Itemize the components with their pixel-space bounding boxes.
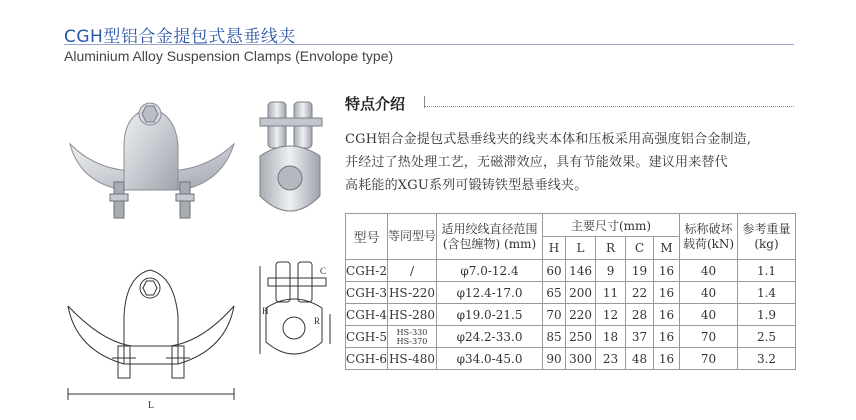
- cell-L: 200: [566, 282, 596, 304]
- table-row: [346, 304, 796, 326]
- header-weight: [738, 214, 796, 260]
- cell-weight: 1.1: [738, 260, 796, 282]
- header-dim-C: C: [626, 237, 654, 260]
- cell-model: CGH-3: [346, 282, 388, 304]
- cell-M: 16: [654, 326, 680, 348]
- spec-table: [345, 213, 796, 370]
- cell-range: φ34.0-45.0: [437, 348, 543, 370]
- cell-weight: 2.5: [738, 326, 796, 348]
- header-dim-R: R: [596, 237, 626, 260]
- side-view-drawing: [256, 254, 338, 374]
- clamp-front-photo: [62, 86, 240, 236]
- cell-H: 70: [543, 304, 566, 326]
- header-range: [437, 214, 543, 260]
- cell-model: CGH-2: [346, 260, 388, 282]
- header-weight-line-2: (kg): [754, 236, 779, 251]
- header-dimensions: 主要尺寸(mm): [543, 214, 680, 237]
- table-row: [346, 348, 796, 370]
- cell-equivalent: HS-480: [388, 348, 437, 370]
- table-row: [346, 260, 796, 282]
- cell-load: 70: [680, 326, 738, 348]
- header-rule: [64, 44, 794, 45]
- cell-equivalent-line-1: HS-330: [396, 327, 428, 337]
- cell-C: 22: [626, 282, 654, 304]
- cell-model: CGH-4: [346, 304, 388, 326]
- cell-range: φ12.4-17.0: [437, 282, 543, 304]
- cell-R: 18: [596, 326, 626, 348]
- header-weight-line-1: 参考重量: [742, 221, 791, 236]
- dim-C-label: C: [320, 266, 327, 276]
- cell-M: 16: [654, 260, 680, 282]
- cell-M: 16: [654, 304, 680, 326]
- table-row: [346, 282, 796, 304]
- section-title: 特点介绍: [345, 95, 406, 113]
- cell-R: 11: [596, 282, 626, 304]
- cell-model: CGH-6: [346, 348, 388, 370]
- header-dim-H: H: [543, 237, 566, 260]
- header-load: [680, 214, 738, 260]
- front-view-drawing: [62, 254, 240, 410]
- cell-load: 40: [680, 304, 738, 326]
- cell-model: CGH-5: [346, 326, 388, 348]
- cell-L: 250: [566, 326, 596, 348]
- header-load-line-2: 载荷(kN): [682, 236, 735, 251]
- cell-R: 23: [596, 348, 626, 370]
- cell-equivalent: /: [388, 260, 437, 282]
- cell-M: 16: [654, 348, 680, 370]
- section-rule: [424, 106, 794, 107]
- cell-L: 300: [566, 348, 596, 370]
- cell-weight: 1.4: [738, 282, 796, 304]
- cell-equivalent-line-2: HS-370: [396, 336, 428, 346]
- description-line-2: 并经过了热处理工艺，无磁滞效应，具有节能效果。建议用来替代: [345, 155, 728, 170]
- header-title: CGH型铝合金提包式悬垂线夹: [64, 27, 296, 47]
- cell-weight: 3.2: [738, 348, 796, 370]
- cell-H: 60: [543, 260, 566, 282]
- header-model: 型号: [346, 214, 388, 260]
- dim-L-label: L: [148, 400, 155, 410]
- clamp-side-photo: [250, 96, 330, 236]
- header-dim-M: M: [654, 237, 680, 260]
- cell-load: 40: [680, 260, 738, 282]
- cell-C: 28: [626, 304, 654, 326]
- table-row: [346, 326, 796, 348]
- cell-equivalent: [388, 326, 437, 348]
- cell-L: 220: [566, 304, 596, 326]
- header-subtitle: Aluminium Alloy Suspension Clamps (Envolope type): [64, 48, 394, 64]
- header-dim-L: L: [566, 237, 596, 260]
- cell-M: 16: [654, 282, 680, 304]
- cell-H: 65: [543, 282, 566, 304]
- cell-H: 90: [543, 348, 566, 370]
- cell-equivalent: HS-280: [388, 304, 437, 326]
- cell-L: 146: [566, 260, 596, 282]
- cell-R: 12: [596, 304, 626, 326]
- description-line-1: CGH铝合金提包式悬垂线夹的线夹本体和压板采用高强度铝合金制造,: [345, 132, 752, 147]
- cell-C: 19: [626, 260, 654, 282]
- cell-load: 40: [680, 282, 738, 304]
- cell-R: 9: [596, 260, 626, 282]
- cell-equivalent: HS-220: [388, 282, 437, 304]
- dim-R-label: R: [314, 316, 321, 326]
- header-load-line-1: 标称破坏: [684, 221, 733, 236]
- dim-H-label: H: [262, 306, 269, 316]
- cell-range: φ7.0-12.4: [437, 260, 543, 282]
- cell-range: φ24.2-33.0: [437, 326, 543, 348]
- header-equivalent-model: [388, 214, 437, 260]
- header-range-line-1: 适用绞线直径范围: [441, 221, 538, 236]
- cell-C: 37: [626, 326, 654, 348]
- cell-H: 85: [543, 326, 566, 348]
- cell-range: φ19.0-21.5: [437, 304, 543, 326]
- header-equivalent-model-text: 等同型号: [388, 229, 437, 243]
- cell-C: 48: [626, 348, 654, 370]
- description-line-3: 高耗能的XGU系列可锻铸铁型悬垂线夹。: [345, 178, 588, 193]
- header-range-line-2: (含包缠物) (mm): [442, 236, 537, 251]
- cell-weight: 1.9: [738, 304, 796, 326]
- cell-load: 70: [680, 348, 738, 370]
